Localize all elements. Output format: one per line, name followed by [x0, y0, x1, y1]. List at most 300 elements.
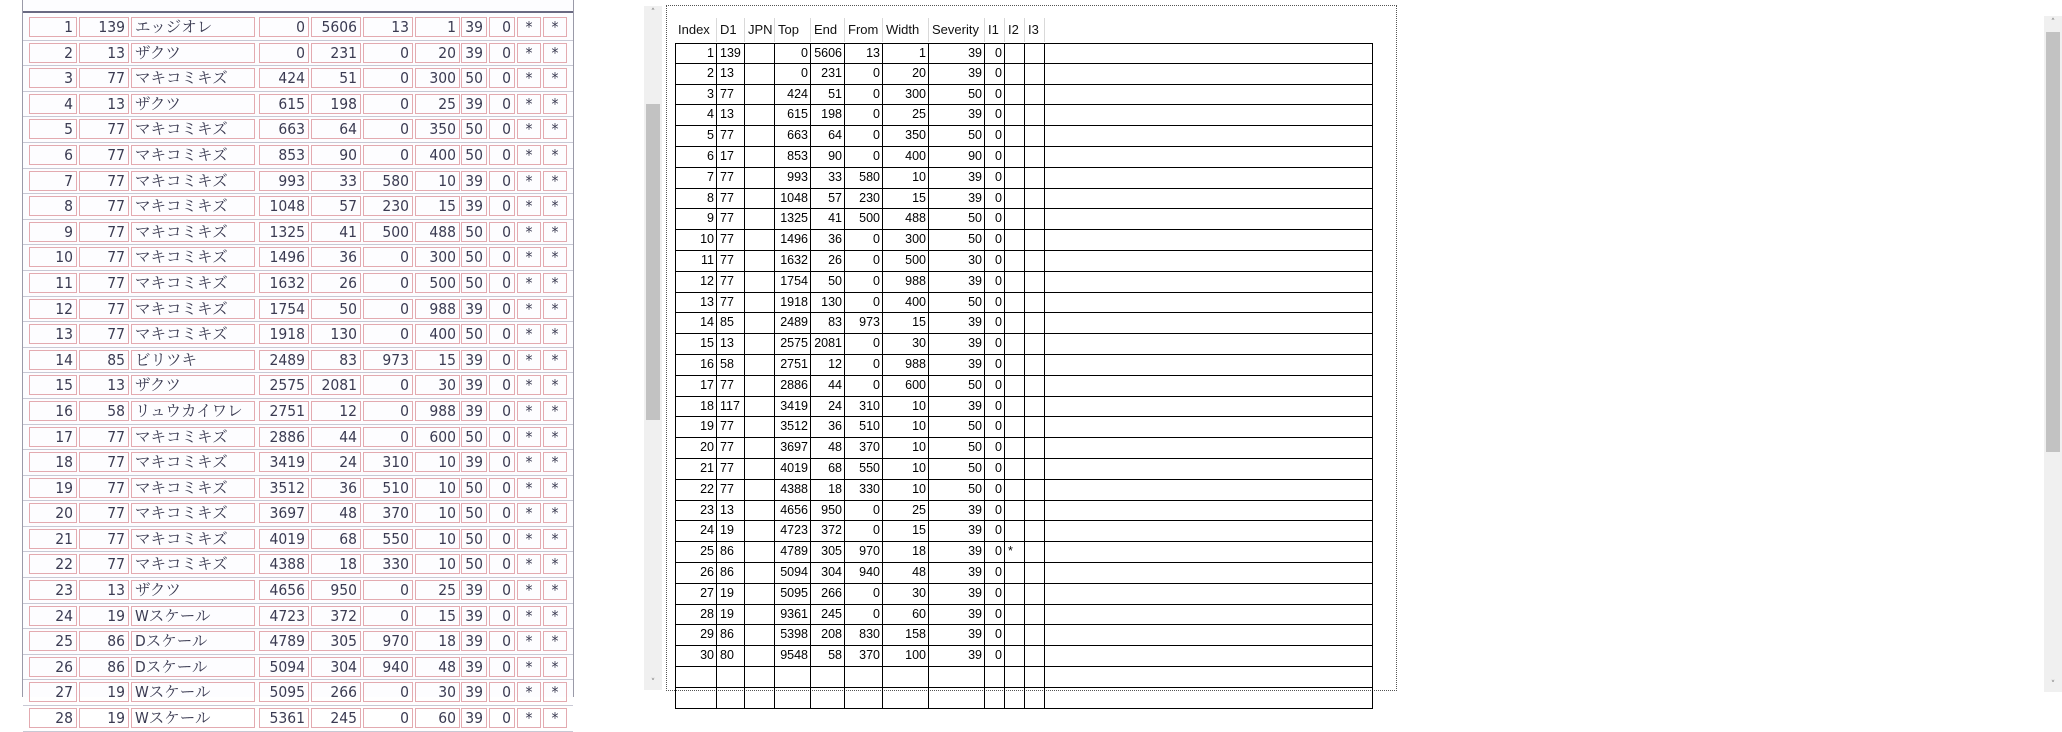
- grid-cell-severity[interactable]: 39: [929, 313, 985, 333]
- grid-cell-jpn[interactable]: [745, 230, 775, 250]
- grid-cell-i1[interactable]: 0: [985, 44, 1005, 63]
- grid-cell-i3[interactable]: [1025, 688, 1045, 708]
- grid-cell-from[interactable]: 330: [845, 480, 883, 500]
- grid-cell-i2[interactable]: [1005, 521, 1025, 541]
- grid-cell-i3[interactable]: [1025, 605, 1045, 625]
- column-header-width[interactable]: Width: [883, 18, 929, 42]
- grid-cell-severity[interactable]: 50: [929, 85, 985, 105]
- column-header-index[interactable]: Index: [675, 18, 717, 42]
- grid-cell-i3[interactable]: [1025, 667, 1045, 687]
- grid-cell-end[interactable]: 36: [811, 230, 845, 250]
- grid-cell-d1[interactable]: 77: [717, 272, 745, 292]
- grid-cell-index[interactable]: 15: [675, 334, 717, 354]
- grid-cell-top[interactable]: 4723: [775, 521, 811, 541]
- grid-cell-i1[interactable]: 0: [985, 209, 1005, 229]
- grid-cell-i1[interactable]: 0: [985, 251, 1005, 271]
- grid-cell-severity[interactable]: 50: [929, 480, 985, 500]
- grid-row[interactable]: [675, 563, 1373, 584]
- grid-cell-from[interactable]: 830: [845, 625, 883, 645]
- grid-cell-top[interactable]: 9548: [775, 646, 811, 666]
- grid-cell-i1[interactable]: 0: [985, 605, 1005, 625]
- grid-cell-end[interactable]: 33: [811, 168, 845, 188]
- grid-cell-i2[interactable]: [1005, 667, 1025, 687]
- grid-cell-d1[interactable]: 13: [717, 334, 745, 354]
- grid-cell-d1[interactable]: 77: [717, 126, 745, 146]
- grid-cell-index[interactable]: 18: [675, 397, 717, 417]
- grid-cell-i3[interactable]: [1025, 189, 1045, 209]
- grid-cell-width[interactable]: 400: [883, 293, 929, 313]
- grid-cell-index[interactable]: 16: [675, 355, 717, 375]
- column-header-severity[interactable]: Severity: [929, 18, 985, 42]
- column-header-d1[interactable]: D1: [717, 18, 745, 42]
- grid-cell-i2[interactable]: [1005, 334, 1025, 354]
- grid-cell-i3[interactable]: [1025, 85, 1045, 105]
- grid-cell-index[interactable]: 20: [675, 438, 717, 458]
- grid-cell-jpn[interactable]: [745, 147, 775, 167]
- grid-cell-i1[interactable]: 0: [985, 480, 1005, 500]
- grid-cell-jpn[interactable]: [745, 168, 775, 188]
- grid-cell-i3[interactable]: [1025, 501, 1045, 521]
- grid-cell-i3[interactable]: [1025, 105, 1045, 125]
- grid-cell-width[interactable]: 15: [883, 521, 929, 541]
- grid-cell-i3[interactable]: [1025, 251, 1045, 271]
- grid-row[interactable]: [675, 43, 1373, 64]
- grid-cell-from[interactable]: [845, 688, 883, 708]
- grid-cell-d1[interactable]: [717, 688, 745, 708]
- grid-cell-index[interactable]: 17: [675, 376, 717, 396]
- grid-cell-top[interactable]: 2886: [775, 376, 811, 396]
- grid-cell-severity[interactable]: 39: [929, 189, 985, 209]
- grid-cell-d1[interactable]: 77: [717, 251, 745, 271]
- grid-cell-jpn[interactable]: [745, 85, 775, 105]
- grid-cell-end[interactable]: 58: [811, 646, 845, 666]
- grid-cell-d1[interactable]: 86: [717, 563, 745, 583]
- grid-cell-from[interactable]: 310: [845, 397, 883, 417]
- grid-cell-width[interactable]: 25: [883, 501, 929, 521]
- grid-cell-end[interactable]: 2081: [811, 334, 845, 354]
- grid-cell-severity[interactable]: 90: [929, 147, 985, 167]
- grid-cell-end[interactable]: 372: [811, 521, 845, 541]
- grid-row[interactable]: [675, 64, 1373, 85]
- grid-cell-index[interactable]: 10: [675, 230, 717, 250]
- grid-cell-i1[interactable]: 0: [985, 521, 1005, 541]
- grid-cell-severity[interactable]: 39: [929, 272, 985, 292]
- scrollbar-thumb[interactable]: [2046, 32, 2060, 452]
- grid-body[interactable]: [675, 43, 1373, 709]
- grid-cell-jpn[interactable]: [745, 625, 775, 645]
- grid-cell-i3[interactable]: [1025, 376, 1045, 396]
- grid-cell-d1[interactable]: 77: [717, 209, 745, 229]
- grid-cell-i2[interactable]: [1005, 605, 1025, 625]
- grid-cell-from[interactable]: 510: [845, 417, 883, 437]
- grid-row[interactable]: [675, 85, 1373, 106]
- grid-cell-jpn[interactable]: [745, 189, 775, 209]
- grid-cell-top[interactable]: 853: [775, 147, 811, 167]
- grid-cell-d1[interactable]: 13: [717, 64, 745, 84]
- grid-cell-end[interactable]: 304: [811, 563, 845, 583]
- column-header-i1[interactable]: I1: [985, 18, 1005, 42]
- grid-cell-i2[interactable]: [1005, 625, 1025, 645]
- grid-cell-i2[interactable]: [1005, 584, 1025, 604]
- grid-cell-from[interactable]: 0: [845, 105, 883, 125]
- grid-cell-i2[interactable]: [1005, 438, 1025, 458]
- grid-row[interactable]: [675, 376, 1373, 397]
- grid-cell-severity[interactable]: 39: [929, 584, 985, 604]
- grid-cell-width[interactable]: 158: [883, 625, 929, 645]
- grid-cell-d1[interactable]: 13: [717, 501, 745, 521]
- grid-cell-severity[interactable]: 50: [929, 126, 985, 146]
- grid-cell-from[interactable]: 0: [845, 64, 883, 84]
- grid-cell-end[interactable]: 198: [811, 105, 845, 125]
- grid-cell-from[interactable]: 500: [845, 209, 883, 229]
- grid-cell-index[interactable]: 24: [675, 521, 717, 541]
- grid-cell-severity[interactable]: 50: [929, 417, 985, 437]
- grid-cell-from[interactable]: 940: [845, 563, 883, 583]
- grid-cell-severity[interactable]: 50: [929, 459, 985, 479]
- grid-cell-jpn[interactable]: [745, 417, 775, 437]
- grid-cell-i1[interactable]: 0: [985, 563, 1005, 583]
- grid-cell-i1[interactable]: 0: [985, 105, 1005, 125]
- grid-cell-from[interactable]: 973: [845, 313, 883, 333]
- grid-row[interactable]: [675, 105, 1373, 126]
- grid-row[interactable]: [675, 168, 1373, 189]
- grid-cell-d1[interactable]: 77: [717, 85, 745, 105]
- grid-cell-width[interactable]: 20: [883, 64, 929, 84]
- grid-cell-top[interactable]: 3512: [775, 417, 811, 437]
- grid-cell-top[interactable]: 1496: [775, 230, 811, 250]
- grid-cell-width[interactable]: 488: [883, 209, 929, 229]
- grid-cell-jpn[interactable]: [745, 355, 775, 375]
- grid-cell-from[interactable]: 970: [845, 542, 883, 562]
- grid-cell-from[interactable]: 0: [845, 584, 883, 604]
- grid-row[interactable]: [675, 209, 1373, 230]
- grid-cell-i2[interactable]: [1005, 64, 1025, 84]
- grid-cell-from[interactable]: 370: [845, 646, 883, 666]
- grid-cell-i2[interactable]: [1005, 355, 1025, 375]
- grid-cell-from[interactable]: 0: [845, 376, 883, 396]
- grid-cell-end[interactable]: 208: [811, 625, 845, 645]
- column-header-end[interactable]: End: [811, 18, 845, 42]
- grid-cell-end[interactable]: 64: [811, 126, 845, 146]
- grid-cell-index[interactable]: 25: [675, 542, 717, 562]
- grid-cell-end[interactable]: 48: [811, 438, 845, 458]
- grid-cell-end[interactable]: 50: [811, 272, 845, 292]
- grid-row[interactable]: [675, 334, 1373, 355]
- grid-row[interactable]: [675, 355, 1373, 376]
- grid-cell-top[interactable]: 5094: [775, 563, 811, 583]
- grid-row[interactable]: [675, 126, 1373, 147]
- grid-cell-top[interactable]: 3697: [775, 438, 811, 458]
- grid-cell-d1[interactable]: 77: [717, 189, 745, 209]
- grid-cell-i2[interactable]: [1005, 563, 1025, 583]
- grid-cell-width[interactable]: 300: [883, 85, 929, 105]
- grid-cell-i1[interactable]: 0: [985, 85, 1005, 105]
- grid-cell-severity[interactable]: 39: [929, 521, 985, 541]
- grid-row[interactable]: [675, 480, 1373, 501]
- grid-cell-i1[interactable]: 0: [985, 584, 1005, 604]
- grid-cell-index[interactable]: 7: [675, 168, 717, 188]
- grid-cell-i3[interactable]: [1025, 355, 1045, 375]
- grid-cell-jpn[interactable]: [745, 646, 775, 666]
- grid-cell-d1[interactable]: 19: [717, 605, 745, 625]
- grid-cell-index[interactable]: 22: [675, 480, 717, 500]
- grid-cell-severity[interactable]: [929, 667, 985, 687]
- grid-cell-severity[interactable]: 39: [929, 542, 985, 562]
- grid-cell-index[interactable]: 13: [675, 293, 717, 313]
- grid-cell-d1[interactable]: 80: [717, 646, 745, 666]
- scroll-down-icon[interactable]: ˅: [650, 678, 656, 688]
- grid-row[interactable]: [675, 542, 1373, 563]
- grid-cell-width[interactable]: 18: [883, 542, 929, 562]
- grid-cell-index[interactable]: 6: [675, 147, 717, 167]
- grid-cell-index[interactable]: 3: [675, 85, 717, 105]
- grid-cell-end[interactable]: 950: [811, 501, 845, 521]
- grid-cell-index[interactable]: 27: [675, 584, 717, 604]
- grid-cell-severity[interactable]: 39: [929, 563, 985, 583]
- grid-row[interactable]: [675, 459, 1373, 480]
- grid-cell-end[interactable]: 18: [811, 480, 845, 500]
- grid-cell-end[interactable]: 12: [811, 355, 845, 375]
- grid-cell-d1[interactable]: 77: [717, 417, 745, 437]
- scrollbar-thumb[interactable]: [646, 104, 660, 420]
- grid-cell-index[interactable]: [675, 667, 717, 687]
- grid-cell-i2[interactable]: [1005, 168, 1025, 188]
- grid-cell-top[interactable]: 2489: [775, 313, 811, 333]
- grid-cell-from[interactable]: 550: [845, 459, 883, 479]
- grid-cell-i1[interactable]: 0: [985, 376, 1005, 396]
- grid-cell-i2[interactable]: [1005, 209, 1025, 229]
- grid-cell-end[interactable]: 24: [811, 397, 845, 417]
- grid-cell-i3[interactable]: [1025, 459, 1045, 479]
- grid-cell-end[interactable]: 57: [811, 189, 845, 209]
- grid-cell-i1[interactable]: 0: [985, 355, 1005, 375]
- grid-cell-i3[interactable]: [1025, 438, 1045, 458]
- grid-cell-index[interactable]: [675, 688, 717, 708]
- grid-cell-severity[interactable]: 39: [929, 334, 985, 354]
- grid-cell-end[interactable]: 266: [811, 584, 845, 604]
- grid-cell-severity[interactable]: 39: [929, 397, 985, 417]
- grid-row[interactable]: [675, 625, 1373, 646]
- grid-cell-i3[interactable]: [1025, 209, 1045, 229]
- grid-cell-top[interactable]: 615: [775, 105, 811, 125]
- grid-cell-i1[interactable]: 0: [985, 147, 1005, 167]
- grid-cell-end[interactable]: 305: [811, 542, 845, 562]
- grid-cell-severity[interactable]: 39: [929, 64, 985, 84]
- grid-cell-i3[interactable]: [1025, 64, 1045, 84]
- grid-cell-i1[interactable]: 0: [985, 646, 1005, 666]
- grid-cell-end[interactable]: 51: [811, 85, 845, 105]
- grid-cell-top[interactable]: 9361: [775, 605, 811, 625]
- grid-cell-from[interactable]: 0: [845, 521, 883, 541]
- grid-cell-top[interactable]: 2575: [775, 334, 811, 354]
- grid-cell-i1[interactable]: 0: [985, 459, 1005, 479]
- grid-row[interactable]: [675, 397, 1373, 418]
- grid-row[interactable]: [675, 293, 1373, 314]
- grid-cell-d1[interactable]: 139: [717, 44, 745, 63]
- grid-cell-jpn[interactable]: [745, 688, 775, 708]
- grid-cell-width[interactable]: 400: [883, 147, 929, 167]
- grid-row[interactable]: [675, 521, 1373, 542]
- grid-cell-i2[interactable]: [1005, 501, 1025, 521]
- grid-row[interactable]: [675, 501, 1373, 522]
- grid-cell-d1[interactable]: 77: [717, 293, 745, 313]
- grid-cell-d1[interactable]: 77: [717, 480, 745, 500]
- grid-cell-top[interactable]: 1325: [775, 209, 811, 229]
- grid-cell-severity[interactable]: [929, 688, 985, 708]
- grid-cell-severity[interactable]: 39: [929, 44, 985, 63]
- grid-cell-severity[interactable]: 39: [929, 501, 985, 521]
- grid-cell-end[interactable]: 83: [811, 313, 845, 333]
- grid-cell-top[interactable]: 4656: [775, 501, 811, 521]
- grid-cell-top[interactable]: 4388: [775, 480, 811, 500]
- grid-cell-jpn[interactable]: [745, 605, 775, 625]
- grid-cell-jpn[interactable]: [745, 501, 775, 521]
- grid-cell-jpn[interactable]: [745, 251, 775, 271]
- grid-cell-jpn[interactable]: [745, 521, 775, 541]
- grid-cell-i1[interactable]: 0: [985, 189, 1005, 209]
- grid-cell-top[interactable]: 1754: [775, 272, 811, 292]
- grid-cell-index[interactable]: 5: [675, 126, 717, 146]
- grid-cell-index[interactable]: 29: [675, 625, 717, 645]
- grid-cell-end[interactable]: 41: [811, 209, 845, 229]
- scroll-up-icon[interactable]: ˄: [650, 8, 656, 18]
- grid-cell-i2[interactable]: [1005, 459, 1025, 479]
- grid-row[interactable]: [675, 251, 1373, 272]
- grid-cell-jpn[interactable]: [745, 397, 775, 417]
- grid-cell-end[interactable]: 44: [811, 376, 845, 396]
- grid-row[interactable]: [675, 688, 1373, 709]
- grid-cell-index[interactable]: 30: [675, 646, 717, 666]
- grid-cell-severity[interactable]: 50: [929, 438, 985, 458]
- grid-cell-index[interactable]: 8: [675, 189, 717, 209]
- grid-cell-from[interactable]: [845, 667, 883, 687]
- scroll-up-icon[interactable]: ˄: [2050, 18, 2056, 28]
- grid-cell-from[interactable]: 0: [845, 230, 883, 250]
- grid-cell-severity[interactable]: 50: [929, 230, 985, 250]
- grid-cell-jpn[interactable]: [745, 459, 775, 479]
- column-header-i2[interactable]: I2: [1005, 18, 1025, 42]
- grid-cell-width[interactable]: 600: [883, 376, 929, 396]
- grid-cell-width[interactable]: 350: [883, 126, 929, 146]
- grid-cell-jpn[interactable]: [745, 272, 775, 292]
- grid-cell-width[interactable]: [883, 688, 929, 708]
- grid-cell-from[interactable]: 0: [845, 501, 883, 521]
- grid-cell-jpn[interactable]: [745, 126, 775, 146]
- grid-cell-top[interactable]: 663: [775, 126, 811, 146]
- grid-cell-i3[interactable]: [1025, 313, 1045, 333]
- grid-cell-i3[interactable]: [1025, 44, 1045, 63]
- grid-cell-i1[interactable]: 0: [985, 168, 1005, 188]
- grid-cell-d1[interactable]: 77: [717, 230, 745, 250]
- grid-cell-width[interactable]: 500: [883, 251, 929, 271]
- grid-cell-top[interactable]: [775, 688, 811, 708]
- grid-row[interactable]: [675, 147, 1373, 168]
- grid-cell-top[interactable]: 424: [775, 85, 811, 105]
- grid-row[interactable]: [675, 189, 1373, 210]
- grid-cell-from[interactable]: 0: [845, 334, 883, 354]
- grid-cell-i1[interactable]: 0: [985, 230, 1005, 250]
- grid-cell-from[interactable]: 0: [845, 355, 883, 375]
- grid-cell-i3[interactable]: [1025, 147, 1045, 167]
- grid-cell-i1[interactable]: 0: [985, 293, 1005, 313]
- grid-cell-index[interactable]: 2: [675, 64, 717, 84]
- grid-cell-severity[interactable]: 30: [929, 251, 985, 271]
- grid-cell-end[interactable]: 231: [811, 64, 845, 84]
- grid-cell-index[interactable]: 4: [675, 105, 717, 125]
- grid-row[interactable]: [675, 584, 1373, 605]
- grid-cell-end[interactable]: 36: [811, 417, 845, 437]
- grid-cell-severity[interactable]: 39: [929, 625, 985, 645]
- grid-cell-index[interactable]: 11: [675, 251, 717, 271]
- column-header-from[interactable]: From: [845, 18, 883, 42]
- grid-cell-width[interactable]: 10: [883, 438, 929, 458]
- grid-cell-width[interactable]: 60: [883, 605, 929, 625]
- grid-cell-i3[interactable]: [1025, 584, 1045, 604]
- grid-cell-d1[interactable]: 77: [717, 376, 745, 396]
- column-header-top[interactable]: Top: [775, 18, 811, 42]
- grid-cell-index[interactable]: 1: [675, 44, 717, 63]
- grid-cell-top[interactable]: 993: [775, 168, 811, 188]
- grid-cell-top[interactable]: 5398: [775, 625, 811, 645]
- grid-cell-severity[interactable]: 50: [929, 209, 985, 229]
- grid-cell-i2[interactable]: [1005, 293, 1025, 313]
- grid-cell-i2[interactable]: [1005, 480, 1025, 500]
- grid-cell-from[interactable]: 0: [845, 126, 883, 146]
- grid-cell-width[interactable]: 300: [883, 230, 929, 250]
- grid-cell-width[interactable]: 988: [883, 355, 929, 375]
- grid-cell-i2[interactable]: [1005, 230, 1025, 250]
- grid-cell-from[interactable]: 0: [845, 293, 883, 313]
- grid-cell-width[interactable]: 10: [883, 168, 929, 188]
- grid-cell-i2[interactable]: [1005, 147, 1025, 167]
- grid-cell-from[interactable]: 580: [845, 168, 883, 188]
- grid-cell-severity[interactable]: 39: [929, 105, 985, 125]
- grid-cell-severity[interactable]: 50: [929, 293, 985, 313]
- grid-row[interactable]: [675, 230, 1373, 251]
- grid-cell-jpn[interactable]: [745, 105, 775, 125]
- grid-cell-index[interactable]: 21: [675, 459, 717, 479]
- grid-cell-index[interactable]: 12: [675, 272, 717, 292]
- grid-cell-i2[interactable]: [1005, 85, 1025, 105]
- grid-cell-i1[interactable]: 0: [985, 334, 1005, 354]
- grid-cell-jpn[interactable]: [745, 64, 775, 84]
- grid-cell-severity[interactable]: 39: [929, 605, 985, 625]
- grid-cell-end[interactable]: [811, 688, 845, 708]
- grid-cell-i2[interactable]: [1005, 313, 1025, 333]
- grid-cell-top[interactable]: 1632: [775, 251, 811, 271]
- grid-cell-i2[interactable]: [1005, 189, 1025, 209]
- grid-cell-d1[interactable]: 58: [717, 355, 745, 375]
- grid-cell-i1[interactable]: [985, 688, 1005, 708]
- grid-cell-top[interactable]: 3419: [775, 397, 811, 417]
- grid-cell-from[interactable]: 0: [845, 251, 883, 271]
- grid-cell-i1[interactable]: 0: [985, 397, 1005, 417]
- grid-cell-top[interactable]: [775, 667, 811, 687]
- grid-cell-end[interactable]: 5606: [811, 44, 845, 63]
- data-grid[interactable]: [666, 5, 2056, 691]
- grid-cell-index[interactable]: 19: [675, 417, 717, 437]
- image-vertical-scrollbar[interactable]: [644, 6, 662, 690]
- grid-cell-width[interactable]: 48: [883, 563, 929, 583]
- grid-cell-top[interactable]: 0: [775, 64, 811, 84]
- grid-cell-d1[interactable]: 77: [717, 459, 745, 479]
- grid-row[interactable]: [675, 605, 1373, 626]
- grid-cell-severity[interactable]: 39: [929, 355, 985, 375]
- grid-cell-jpn[interactable]: [745, 438, 775, 458]
- grid-cell-i3[interactable]: [1025, 563, 1045, 583]
- grid-cell-d1[interactable]: 19: [717, 521, 745, 541]
- grid-cell-top[interactable]: 1048: [775, 189, 811, 209]
